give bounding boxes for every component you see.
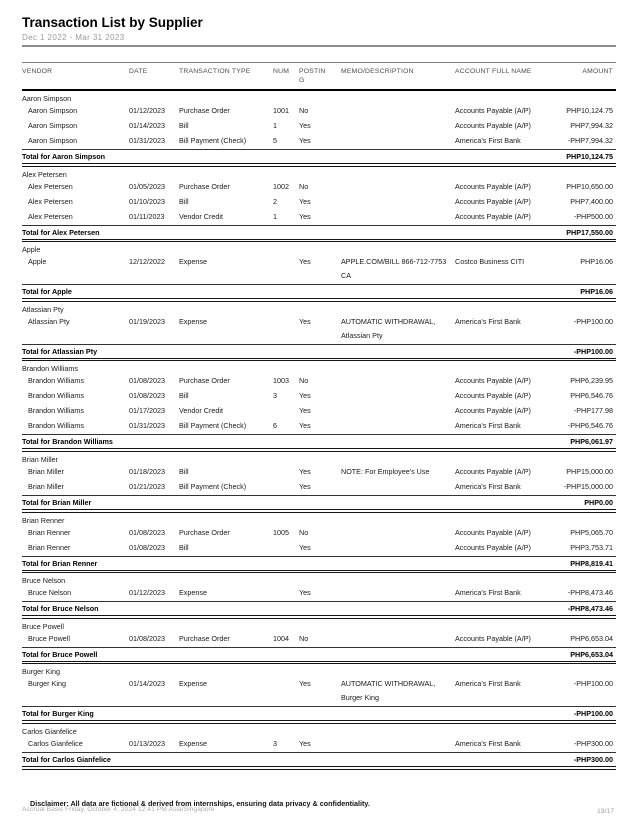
- section-divider: [22, 661, 616, 665]
- cell-account: Accounts Payable (A/P): [455, 211, 531, 221]
- cell-amount: -PHP177.98: [573, 406, 613, 416]
- section-total-amount: PHP16.06: [580, 287, 613, 297]
- cell-posting: Yes: [299, 421, 311, 431]
- cell-amount: PHP6,239.95: [570, 376, 613, 386]
- cell-vendor: Brandon Williams: [28, 406, 84, 416]
- cell-amount: PHP15,000.00: [566, 466, 613, 476]
- vendor-group-label: Brian Renner: [22, 515, 65, 525]
- cell-posting: Yes: [299, 121, 311, 130]
- column-header-vendor: VENDOR: [22, 68, 53, 75]
- cell-amount: PHP10,124.75: [566, 106, 613, 115]
- cell-vendor: Apple: [28, 257, 47, 267]
- transaction-row: [22, 180, 616, 194]
- cell-transaction-type: Expense: [179, 257, 207, 267]
- section-total-label: Total for Atlassian Pty: [22, 346, 98, 356]
- vendor-section: [22, 364, 616, 452]
- cell-transaction-type: Purchase Order: [179, 376, 230, 386]
- cell-num: 5: [273, 136, 277, 145]
- cell-transaction-type: Purchase Order: [179, 106, 230, 115]
- column-header-posting-label: POSTING: [299, 68, 326, 84]
- cell-amount: -PHP100.00: [573, 679, 613, 689]
- vendor-section: [22, 516, 616, 574]
- cell-date: 01/13/2023: [129, 738, 165, 748]
- cell-date: 01/05/2023: [129, 181, 165, 191]
- section-divider: [22, 570, 616, 574]
- vendor-group-label: Brandon Williams: [22, 364, 78, 374]
- transaction-row: [22, 526, 616, 540]
- cell-account: Accounts Payable (A/P): [455, 181, 531, 191]
- cell-posting: No: [299, 376, 309, 386]
- vendor-section: [22, 727, 616, 770]
- cell-vendor: Brian Renner: [28, 527, 71, 537]
- cell-transaction-type: Bill: [179, 196, 189, 206]
- cell-amount: PHP10,650.00: [566, 181, 613, 191]
- vendor-section: [22, 170, 616, 243]
- section-divider: [22, 766, 616, 770]
- cell-transaction-type: Vendor Credit: [179, 406, 223, 416]
- section-total-amount: -PHP8,473.46: [567, 604, 613, 614]
- cell-num: 1003: [273, 376, 289, 386]
- cell-vendor: Bruce Nelson: [28, 588, 72, 598]
- column-header-transaction-type: TRANSACTION TYPE: [179, 68, 251, 75]
- section-divider: [22, 358, 616, 362]
- cell-date: 01/14/2023: [129, 121, 165, 130]
- section-total-label: Total for Burger King: [22, 709, 94, 719]
- cell-num: 6: [273, 421, 277, 431]
- section-total-row: [22, 556, 616, 570]
- transaction-row: [22, 737, 616, 751]
- vendor-group-label: Brian Miller: [22, 454, 58, 464]
- section-total-row: [22, 225, 616, 239]
- transaction-row: [22, 419, 616, 433]
- cell-amount: PHP7,400.00: [570, 196, 613, 206]
- cell-vendor: Carlos Gianfelice: [28, 738, 83, 748]
- cell-account: Accounts Payable (A/P): [455, 406, 531, 416]
- cell-num: 1002: [273, 181, 289, 191]
- cell-num: 1001: [273, 106, 289, 115]
- transaction-row: [22, 632, 616, 646]
- vendor-section: [22, 576, 616, 619]
- cell-vendor: Aaron Simpson: [28, 136, 78, 145]
- cell-transaction-type: Bill Payment (Check): [179, 421, 247, 431]
- cell-date: 01/08/2023: [129, 633, 165, 643]
- cell-transaction-type: Bill: [179, 542, 189, 552]
- transaction-row: [22, 465, 616, 479]
- cell-posting: Yes: [299, 316, 311, 326]
- cell-date: 01/08/2023: [129, 527, 165, 537]
- section-total-row: [22, 284, 616, 298]
- cell-account: America's First Bank: [455, 136, 521, 145]
- cell-account: Costco Business CITI: [455, 257, 525, 267]
- cell-num: 1004: [273, 633, 289, 643]
- cell-date: 01/31/2023: [129, 136, 165, 145]
- column-header-posting: [299, 68, 341, 85]
- transaction-row: [22, 315, 616, 343]
- section-total-row: [22, 149, 616, 163]
- section-total-row: [22, 647, 616, 661]
- cell-amount: PHP7,994.32: [570, 121, 613, 130]
- section-rows: [22, 315, 616, 343]
- cell-amount: -PHP7,994.32: [567, 136, 613, 145]
- cell-account: Accounts Payable (A/P): [455, 542, 531, 552]
- cell-memo: AUTOMATIC WITHDRAWAL, Atlassian Pty: [341, 316, 436, 340]
- cell-num: 3: [273, 391, 277, 401]
- report-date-range: Dec 1 2022 - Mar 31 2023: [22, 33, 125, 42]
- cell-account: Accounts Payable (A/P): [455, 196, 531, 206]
- cell-amount: PHP6,653.04: [570, 633, 613, 643]
- section-rows: [22, 737, 616, 751]
- section-total-label: Total for Carlos Gianfelice: [22, 754, 111, 764]
- section-rows: [22, 104, 616, 148]
- cell-date: 01/21/2023: [129, 481, 165, 491]
- cell-vendor: Brandon Williams: [28, 391, 84, 401]
- section-total-row: [22, 434, 616, 448]
- column-header-num: NUM: [273, 68, 290, 75]
- section-total-label: Total for Brian Miller: [22, 497, 92, 507]
- cell-date: 01/08/2023: [129, 391, 165, 401]
- cell-posting: No: [299, 106, 309, 115]
- vendor-section: [22, 667, 616, 724]
- section-divider: [22, 615, 616, 619]
- cell-date: 01/10/2023: [129, 196, 165, 206]
- cell-posting: No: [299, 527, 309, 537]
- cell-date: 01/18/2023: [129, 466, 165, 476]
- transaction-row: [22, 541, 616, 555]
- section-divider: [22, 509, 616, 513]
- section-total-row: [22, 495, 616, 509]
- transaction-row: [22, 374, 616, 388]
- section-total-amount: -PHP100.00: [573, 346, 613, 356]
- cell-vendor: Brian Miller: [28, 466, 64, 476]
- cell-amount: -PHP300.00: [573, 738, 613, 748]
- cell-amount: -PHP6,546.76: [567, 421, 613, 431]
- section-total-amount: PHP0.00: [584, 497, 613, 507]
- cell-transaction-type: Bill Payment (Check): [179, 481, 247, 491]
- section-total-label: Total for Bruce Powell: [22, 649, 98, 659]
- cell-amount: PHP6,546.76: [570, 391, 613, 401]
- vendor-group-label: Carlos Gianfelice: [22, 726, 77, 736]
- cell-date: 01/08/2023: [129, 542, 165, 552]
- report-footer: [22, 799, 616, 814]
- vendor-section: [22, 305, 616, 362]
- section-total-row: [22, 752, 616, 766]
- section-rows: [22, 465, 616, 494]
- cell-transaction-type: Expense: [179, 738, 207, 748]
- vendor-group-label: Bruce Nelson: [22, 576, 66, 586]
- cell-posting: Yes: [299, 196, 311, 206]
- vendor-group-label: Alex Petersen: [22, 169, 67, 179]
- disclaimer-text: Disclaimer: All data are fictional & derived from internships, ensuring data privacy & confidentiality.: [30, 799, 370, 808]
- cell-account: Accounts Payable (A/P): [455, 121, 531, 130]
- transaction-row: [22, 677, 616, 705]
- vendor-section: [22, 94, 616, 167]
- cell-date: 01/31/2023: [129, 421, 165, 431]
- cell-num: 1: [273, 121, 277, 130]
- cell-date: 01/08/2023: [129, 376, 165, 386]
- section-total-amount: PHP10,124.75: [566, 152, 613, 161]
- vendor-group-label: Burger King: [22, 667, 60, 677]
- cell-account: America's First Bank: [455, 738, 521, 748]
- section-total-label: Total for Alex Petersen: [22, 227, 100, 237]
- cell-account: America's First Bank: [455, 679, 521, 689]
- cell-transaction-type: Bill Payment (Check): [179, 136, 247, 145]
- table-header-row: [22, 62, 616, 91]
- cell-account: America's First Bank: [455, 481, 521, 491]
- section-divider: [22, 720, 616, 724]
- cell-date: 12/12/2022: [129, 257, 165, 267]
- cell-account: America's First Bank: [455, 588, 521, 598]
- cell-transaction-type: Bill: [179, 466, 189, 476]
- vendor-section: [22, 622, 616, 665]
- cell-account: Accounts Payable (A/P): [455, 527, 531, 537]
- cell-num: 2: [273, 196, 277, 206]
- section-total-label: Total for Apple: [22, 287, 72, 297]
- cell-vendor: Bruce Powell: [28, 633, 70, 643]
- cell-posting: Yes: [299, 588, 311, 598]
- section-total-label: Total for Brandon Williams: [22, 437, 113, 447]
- section-total-amount: PHP17,550.00: [566, 227, 613, 237]
- vendor-group-label: Apple: [22, 245, 41, 255]
- cell-transaction-type: Purchase Order: [179, 633, 230, 643]
- transaction-row: [22, 195, 616, 209]
- vendor-group-label: Aaron Simpson: [22, 94, 72, 103]
- cell-posting: Yes: [299, 679, 311, 689]
- transaction-row: [22, 586, 616, 600]
- cell-vendor: Brian Renner: [28, 542, 71, 552]
- section-total-amount: PHP6,653.04: [570, 649, 613, 659]
- section-rows: [22, 526, 616, 555]
- transaction-row: [22, 104, 616, 118]
- cell-transaction-type: Bill: [179, 391, 189, 401]
- cell-num: 1005: [273, 527, 289, 537]
- cell-posting: Yes: [299, 391, 311, 401]
- cell-transaction-type: Expense: [179, 679, 207, 689]
- cell-posting: Yes: [299, 481, 311, 491]
- transaction-row: [22, 480, 616, 494]
- cell-vendor: Atlassian Pty: [28, 316, 70, 326]
- vendor-group-label: Bruce Powell: [22, 621, 64, 631]
- cell-amount: -PHP15,000.00: [563, 481, 613, 491]
- cell-account: Accounts Payable (A/P): [455, 376, 531, 386]
- page-number: 13/17: [596, 808, 614, 815]
- cell-vendor: Alex Petersen: [28, 196, 73, 206]
- cell-date: 01/14/2023: [129, 679, 165, 689]
- cell-vendor: Alex Petersen: [28, 211, 73, 221]
- transaction-row: [22, 255, 616, 283]
- vendor-section: [22, 455, 616, 513]
- column-header-amount: AMOUNT: [582, 68, 613, 75]
- section-divider: [22, 163, 616, 167]
- cell-vendor: Burger King: [28, 679, 66, 689]
- cell-posting: No: [299, 181, 309, 191]
- cell-vendor: Brian Miller: [28, 481, 64, 491]
- page-title: Transaction List by Supplier: [22, 15, 203, 30]
- cell-account: Accounts Payable (A/P): [455, 466, 531, 476]
- column-header-memo: MEMO/DESCRIPTION: [341, 68, 414, 75]
- transaction-row: [22, 210, 616, 224]
- cell-amount: PHP5,065.70: [570, 527, 613, 537]
- section-rows: [22, 374, 616, 433]
- cell-account: Accounts Payable (A/P): [455, 106, 531, 115]
- cell-date: 01/12/2023: [129, 588, 165, 598]
- section-total-label: Total for Aaron Simpson: [22, 152, 106, 161]
- section-total-row: [22, 344, 616, 358]
- cell-num: 1: [273, 211, 277, 221]
- cell-date: 01/12/2023: [129, 106, 165, 115]
- section-divider: [22, 239, 616, 243]
- cell-amount: -PHP100.00: [573, 316, 613, 326]
- cell-posting: Yes: [299, 211, 311, 221]
- cell-transaction-type: Vendor Credit: [179, 211, 223, 221]
- section-rows: [22, 632, 616, 646]
- cell-vendor: Brandon Williams: [28, 376, 84, 386]
- cell-amount: PHP16.06: [580, 257, 613, 267]
- transaction-row: [22, 134, 616, 148]
- cell-account: Accounts Payable (A/P): [455, 391, 531, 401]
- section-rows: [22, 255, 616, 283]
- transaction-row: [22, 389, 616, 403]
- cell-account: Accounts Payable (A/P): [455, 633, 531, 643]
- cell-posting: Yes: [299, 466, 311, 476]
- title-divider: [22, 45, 616, 47]
- cell-posting: Yes: [299, 738, 311, 748]
- cell-memo: NOTE: For Employee's Use: [341, 466, 430, 476]
- accrual-basis-line: Accrual Basis Friday, October 4, 2024 12:41 PM Asia/Singapore: [22, 806, 215, 813]
- section-total-label: Total for Bruce Nelson: [22, 604, 99, 614]
- transaction-row: [22, 119, 616, 133]
- cell-account: America's First Bank: [455, 316, 521, 326]
- cell-vendor: Brandon Williams: [28, 421, 84, 431]
- cell-amount: PHP3,753.71: [570, 542, 613, 552]
- cell-transaction-type: Expense: [179, 316, 207, 326]
- cell-date: 01/19/2023: [129, 316, 165, 326]
- cell-vendor: Alex Petersen: [28, 181, 73, 191]
- cell-posting: Yes: [299, 406, 311, 416]
- section-total-label: Total for Brian Renner: [22, 558, 98, 568]
- report-body: [22, 94, 616, 770]
- cell-date: 01/17/2023: [129, 406, 165, 416]
- cell-vendor: Aaron Simpson: [28, 121, 78, 130]
- section-total-amount: -PHP100.00: [573, 709, 613, 719]
- cell-posting: Yes: [299, 542, 311, 552]
- section-divider: [22, 298, 616, 302]
- cell-account: America's First Bank: [455, 421, 521, 431]
- cell-transaction-type: Purchase Order: [179, 527, 230, 537]
- section-rows: [22, 180, 616, 224]
- section-total-row: [22, 601, 616, 615]
- column-header-date: DATE: [129, 68, 148, 75]
- cell-posting: No: [299, 633, 309, 643]
- section-total-amount: PHP8,819.41: [570, 558, 613, 568]
- cell-amount: -PHP500.00: [573, 211, 613, 221]
- transaction-row: [22, 404, 616, 418]
- cell-transaction-type: Expense: [179, 588, 207, 598]
- section-total-row: [22, 706, 616, 720]
- section-rows: [22, 677, 616, 705]
- section-rows: [22, 586, 616, 600]
- cell-memo: AUTOMATIC WITHDRAWAL, Burger King: [341, 679, 436, 703]
- cell-transaction-type: Bill: [179, 121, 189, 130]
- cell-transaction-type: Purchase Order: [179, 181, 230, 191]
- cell-memo: APPLE.COM/BILL 866-712-7753 CA: [341, 257, 447, 281]
- cell-posting: Yes: [299, 257, 311, 267]
- cell-date: 01/11/2023: [129, 211, 165, 221]
- cell-posting: Yes: [299, 136, 311, 145]
- vendor-group-label: Atlassian Pty: [22, 304, 64, 314]
- cell-amount: -PHP8,473.46: [567, 588, 613, 598]
- section-total-amount: PHP6,061.97: [570, 437, 613, 447]
- section-divider: [22, 448, 616, 452]
- section-total-amount: -PHP300.00: [573, 754, 613, 764]
- cell-num: 3: [273, 738, 277, 748]
- vendor-section: [22, 245, 616, 302]
- cell-vendor: Aaron Simpson: [28, 106, 78, 115]
- column-header-account: ACCOUNT FULL NAME: [455, 68, 532, 75]
